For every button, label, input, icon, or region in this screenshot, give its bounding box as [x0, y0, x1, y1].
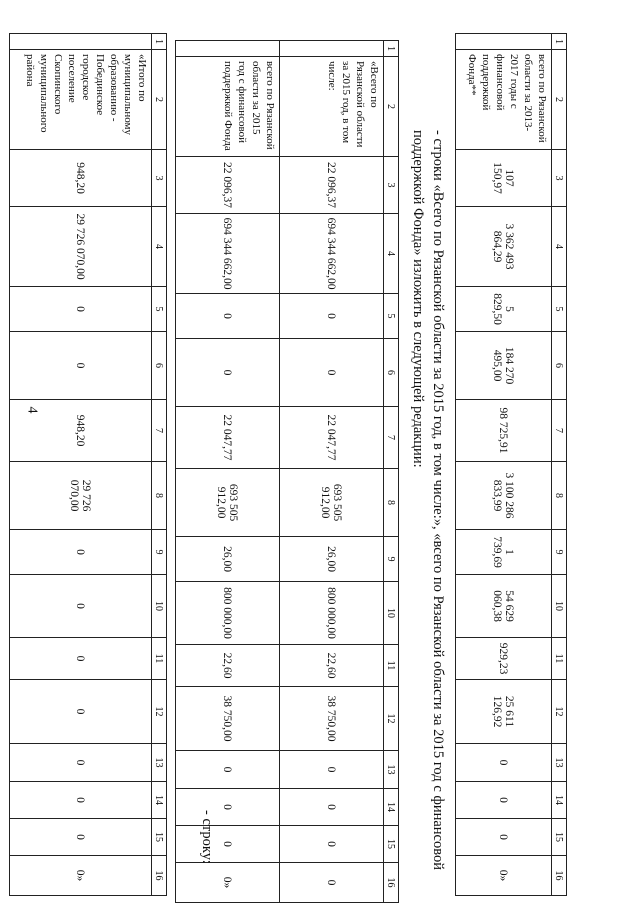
table-cell: 693 505 912,00: [176, 469, 280, 537]
table-cell: 22 096,37: [176, 157, 280, 214]
column-number: 7: [552, 400, 567, 462]
table-cell: [10, 34, 152, 50]
table-cell: 3 362 493 864,29: [456, 207, 552, 287]
table-cell: 22 047,77: [280, 407, 384, 469]
row-description: всего по Рязанской области за 2015 год с финансовой поддержкой Фонда: [176, 57, 280, 157]
table-cell: 693 505 912,00: [280, 469, 384, 537]
table-cell: 0: [10, 530, 152, 575]
column-number: 5: [152, 287, 167, 332]
table-cell: 0: [280, 789, 384, 826]
column-number: 2: [384, 57, 399, 157]
row-description: «Итого по муниципальному образованию - Побединское городское поселение Скопинского муниципального района: [10, 50, 152, 150]
table-cell: 0: [176, 751, 280, 789]
table-cell: 0: [176, 826, 280, 863]
column-number: 14: [552, 782, 567, 819]
column-number: 8: [152, 462, 167, 530]
table-2015: [175, 40, 399, 903]
table-cell: 0»: [10, 856, 152, 896]
column-number: 2: [552, 50, 567, 150]
table-cell: 0: [10, 332, 152, 400]
column-number: 7: [152, 400, 167, 462]
table-row: [10, 34, 152, 896]
table-cell: 0: [280, 826, 384, 863]
column-number: 10: [152, 575, 167, 638]
table-cell: 25 611 126,92: [456, 680, 552, 744]
column-number: 4: [384, 214, 399, 294]
table-cell: 0: [10, 287, 152, 332]
column-number: 12: [384, 687, 399, 751]
column-number-row: [384, 41, 399, 903]
column-number: 10: [384, 582, 399, 645]
column-number: 5: [384, 294, 399, 339]
table-cell: 0: [176, 789, 280, 826]
row-description: «Всего по Рязанской области за 2015 год, в том числе:: [280, 57, 384, 157]
table-cell: 0: [456, 744, 552, 782]
table-cell: 0»: [456, 856, 552, 896]
table-cell: 54 629 060,38: [456, 575, 552, 638]
column-number: 4: [552, 207, 567, 287]
column-number: 16: [552, 856, 567, 896]
table-cell: 0: [456, 819, 552, 856]
table-cell: 184 270 495,00: [456, 332, 552, 400]
table-row: [176, 41, 280, 903]
table-cell: [280, 41, 384, 57]
column-number: 6: [552, 332, 567, 400]
intro-row: - строку:: [199, 810, 215, 864]
table-cell: 800 000,00: [280, 582, 384, 645]
table-cell: 0: [10, 744, 152, 782]
table-cell: 0: [280, 751, 384, 789]
column-number: 1: [552, 34, 567, 50]
table-cell: 29 726 070,00: [10, 462, 152, 530]
column-number: 5: [552, 287, 567, 332]
table-cell: 98 725,91: [456, 400, 552, 462]
table-cell: 107 150,97: [456, 150, 552, 207]
column-number: 14: [384, 789, 399, 826]
column-number: 13: [152, 744, 167, 782]
table-cell: 22 096,37: [280, 157, 384, 214]
table-cell: 0: [10, 680, 152, 744]
table-cell: 929,23: [456, 638, 552, 680]
table-cell: 694 344 662,00: [280, 214, 384, 294]
column-number: 15: [384, 826, 399, 863]
column-number: 1: [152, 34, 167, 50]
table-cell: 26,00: [280, 537, 384, 582]
column-number: 4: [152, 207, 167, 287]
table-cell: [456, 34, 552, 50]
column-number: 10: [552, 575, 567, 638]
column-number: 3: [152, 150, 167, 207]
column-number: 16: [152, 856, 167, 896]
column-number: 1: [384, 41, 399, 57]
table-cell: 0: [10, 782, 152, 819]
table-cell: 26,00: [176, 537, 280, 582]
table-cell: 0: [10, 575, 152, 638]
column-number: 14: [152, 782, 167, 819]
table-cell: 0: [280, 294, 384, 339]
table-cell: [176, 41, 280, 57]
table-cell: 694 344 662,00: [176, 214, 280, 294]
column-number: 7: [384, 407, 399, 469]
column-number: 13: [384, 751, 399, 789]
table-row: [280, 41, 384, 903]
table-cell: 0: [10, 638, 152, 680]
column-number: 11: [152, 638, 167, 680]
table-cell: 800 000,00: [176, 582, 280, 645]
table-cell: 0: [280, 339, 384, 407]
column-number: 9: [384, 537, 399, 582]
column-number: 8: [552, 462, 567, 530]
table-row: [456, 34, 552, 896]
column-number: 3: [384, 157, 399, 214]
paragraph-2015-rows: - строки «Всего по Рязанской области за 2015 год, в том числе:», «всего по Рязанской области за 2015 год с финансовой поддержкой Фонда» изложить в следующей редакции:: [410, 130, 446, 870]
column-number: 6: [152, 332, 167, 400]
table-pobedinskoe: [9, 33, 167, 896]
table-cell: 38 750,00: [280, 687, 384, 751]
column-number: 8: [384, 469, 399, 537]
table-cell: 0»: [176, 863, 280, 903]
table-cell: 0: [456, 782, 552, 819]
column-number: 9: [152, 530, 167, 575]
page-number: 4: [24, 406, 40, 414]
row-description: всего по Рязанской области за 2013-2017 годы с финансовой поддержкой Фонда**: [456, 50, 552, 150]
column-number: 12: [152, 680, 167, 744]
column-number-row: [552, 34, 567, 896]
column-number: 13: [552, 744, 567, 782]
column-number: 2: [152, 50, 167, 150]
column-number: 11: [552, 638, 567, 680]
table-cell: 38 750,00: [176, 687, 280, 751]
table-cell: 0: [176, 339, 280, 407]
table-cell: 22,60: [280, 645, 384, 687]
table-cell: 1 739,69: [456, 530, 552, 575]
table-cell: 948,20: [10, 400, 152, 462]
table-cell: 0: [10, 819, 152, 856]
table-cell: 948,20: [10, 150, 152, 207]
column-number: 3: [552, 150, 567, 207]
table-cell: 5 829,50: [456, 287, 552, 332]
column-number: 9: [552, 530, 567, 575]
column-number: 15: [152, 819, 167, 856]
table-2013-2017: [455, 33, 567, 896]
table-cell: 29 726 070,00: [10, 207, 152, 287]
column-number: 15: [552, 819, 567, 856]
table-cell: 22 047,77: [176, 407, 280, 469]
table-cell: 3 100 286 833,99: [456, 462, 552, 530]
column-number: 16: [384, 863, 399, 903]
table-cell: 22,60: [176, 645, 280, 687]
column-number: 6: [384, 339, 399, 407]
table-cell: 0: [176, 294, 280, 339]
column-number: 11: [384, 645, 399, 687]
column-number: 12: [552, 680, 567, 744]
table-cell: 0: [280, 863, 384, 903]
column-number-row: [152, 34, 167, 896]
